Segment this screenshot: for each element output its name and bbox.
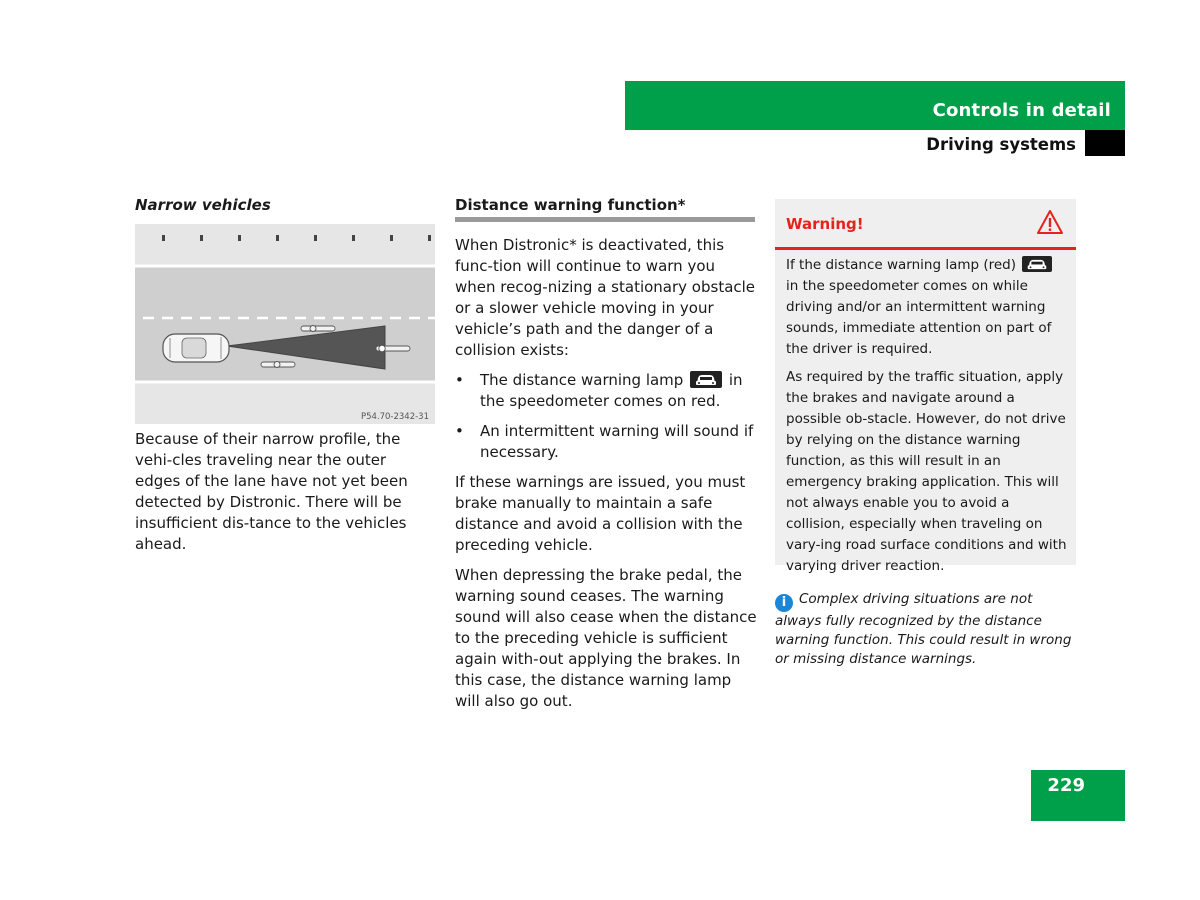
figure-code: P54.70-2342-31 [360,412,429,422]
warning-triangle-icon [1036,209,1064,239]
brake-paragraph: If these warnings are issued, you must brake manually to maintain a safe distance and avoid a collision with the preceding vehicle. [455,473,746,554]
warning-sound-paragraph: When depressing the brake pedal, the warning sound ceases. The warning sound will also cease when the distance to the preceding vehicle is sufficient again with-out applying the brakes. In this case, the distance warning lamp will also go out. [455,566,757,710]
header-bar [625,81,1125,130]
list-item [455,370,760,412]
bullet1-text-end: in the speedometer comes on red. [480,371,743,410]
page-number-box [1031,770,1125,821]
info-note-text: Complex driving situations are not always fully recognized by the distance warning function. This could result in wrong or missing distance warnings. [775,591,1072,667]
distance-warning-lamp-icon [690,371,722,388]
warning-text [786,255,1068,584]
distance-warning-heading: Distance warning function* [455,196,686,214]
info-note [775,590,1075,669]
section-title: Controls in detail [932,100,1111,121]
warning-paragraph-2: As required by the traffic situation, apply the brakes and navigate around a possible ob-stacle. However, do not drive by relying on the distance warning function, as this will result in an emergency braking application. This will not always enable you to avoid a collision, especially when traveling on vary-ing road surface conditions and with varying driver reaction. [786,369,1067,574]
page-number: 229 [1047,775,1085,796]
distance-warning-lamp-icon [1022,256,1052,272]
bullet2-text: An intermittent warning will sound if necessary. [480,422,754,461]
list-item [455,421,760,463]
intro-paragraph: When Distronic* is deactivated, this func-tion will continue to warn you when recog-nizing a stationary obstacle or a slower vehicle moving in your vehicle’s path and the danger of a collision exists: [455,236,756,359]
info-icon: i [775,594,793,612]
bullet: • [455,371,464,389]
warning-p1-start: If the distance warning lamp (red) [786,257,1017,273]
header-marker [1085,130,1125,156]
narrow-vehicles-heading: Narrow vehicles [135,196,271,214]
bullet1-text-start: The distance warning lamp [480,371,684,389]
distance-warning-body [455,235,760,721]
warning-p1-end: in the speedometer comes on while driving and/or an intermittent warning sounds, immediate attention on part of the driver is required. [786,278,1052,357]
warning-rule [775,247,1076,250]
narrow-vehicles-illustration [135,224,435,424]
subsection-title: Driving systems [926,135,1076,154]
bullet: • [455,422,464,440]
warning-paragraph-1 [786,255,1068,360]
heading-rule [455,217,755,222]
narrow-vehicles-text: Because of their narrow profile, the vehi-cles traveling near the outer edges of the lane have not yet been detected by Distronic. There will be insufficient dis-tance to the vehicles ahead. [135,430,408,553]
warning-list [455,370,760,463]
warning-box [775,199,1076,574]
warning-title: Warning! [786,215,864,233]
